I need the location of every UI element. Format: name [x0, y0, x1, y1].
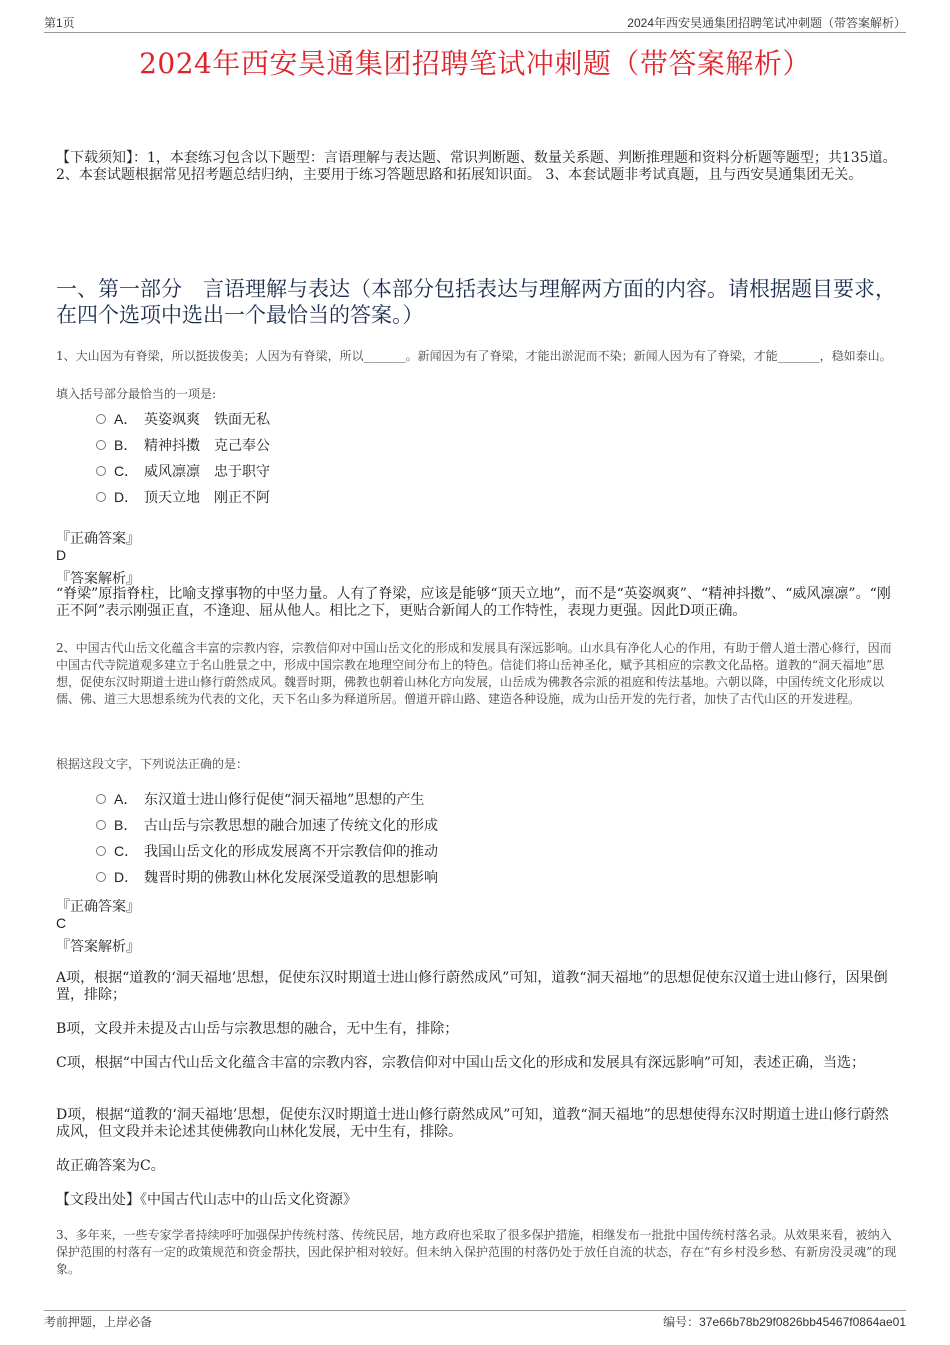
q2-analysis-a: A项，根据“道教的‘洞天福地’思想，促使东汉时期道士进山修行蔚然成风”可知，道教“洞天福地”的思想促使东汉道士进山修行，因果倒置，排除； — [56, 970, 888, 1003]
q2-conclusion: 故正确答案为C。 — [56, 1158, 165, 1174]
q1-option-a[interactable]: A． 英姿飒爽 铁面无私 — [96, 409, 270, 429]
radio-icon[interactable] — [96, 414, 106, 424]
q1-prompt: 填入括号部分最恰当的一项是: — [56, 387, 217, 401]
page-title: 2024年西安昊通集团招聘笔试冲刺题（带答案解析） — [139, 47, 811, 80]
q2-option-c[interactable]: C． 我国山岳文化的形成发展离不开宗教信仰的推动 — [96, 841, 438, 861]
q1-answer: D — [56, 547, 67, 563]
radio-icon[interactable] — [96, 492, 106, 502]
footer-code: 编号：37e66b78b29f0826bb45467f0864ae01 — [663, 1315, 906, 1329]
radio-icon[interactable] — [96, 794, 106, 804]
radio-icon[interactable] — [96, 820, 106, 830]
q2-analysis-label: 『答案解析』 — [56, 939, 140, 955]
q1-option-d[interactable]: D． 顶天立地 刚正不阿 — [96, 487, 270, 507]
q1-answer-label: 『正确答案』 — [56, 531, 140, 547]
header-doc-title: 2024年西安昊通集团招聘笔试冲刺题（带答案解析） — [627, 16, 906, 30]
q2-prompt: 根据这段文字，下列说法正确的是： — [56, 757, 249, 771]
q3-stem: 3、多年来，一些专家学者持续呼吁加强保护传统村落、传统民居，地方政府也采取了很多保护措施，相继发布一批批中国传统村落名录。从效果来看，被纳入保护范围的村落有一定的政策规范和资金帮扶，因此保护相对较好。但未纳入保护范围的村落仍处于放任自流的状态，存在“有乡村没乡愁、有新房没灵魂”的现象。 — [56, 1228, 897, 1276]
q2-analysis-c: C项，根据“中国古代山岳文化蕴含丰富的宗教内容，宗教信仰对中国山岳文化的形成和发展具有深远影响”可知，表述正确，当选； — [56, 1055, 866, 1071]
page-number: 第1页 — [44, 16, 75, 30]
q2-answer-label: 『正确答案』 — [56, 899, 140, 915]
q2-option-b[interactable]: B． 古山岳与宗教思想的融合加速了传统文化的形成 — [96, 815, 438, 835]
q1-analysis-label: 『答案解析』 — [56, 571, 140, 587]
download-notice: 【下载须知】：1，本套练习包含以下题型：言语理解与表达题、常识判断题、数量关系题、判断推理题和资料分析题等题型；共135道。 2、本套试题根据常见招考题总结归纳，主要用于练习答题思路和拓展知识面。 3、本套试题非考试真题，且与西安昊通集团无关。 — [56, 150, 897, 183]
footer-divider — [44, 1310, 906, 1311]
radio-icon[interactable] — [96, 440, 106, 450]
q2-option-d[interactable]: D． 魏晋时期的佛教山林化发展深受道教的思想影响 — [96, 867, 438, 887]
q2-source: 【文段出处】《中国古代山志中的山岳文化资源》 — [56, 1192, 357, 1208]
q2-analysis-b: B项，文段并未提及古山岳与宗教思想的融合，无中生有，排除； — [56, 1021, 459, 1037]
radio-icon[interactable] — [96, 872, 106, 882]
radio-icon[interactable] — [96, 846, 106, 856]
q1-stem: 1、大山因为有脊梁，所以挺拔俊美；人因为有脊梁，所以_______。新闻因为有了脊梁，才能出淤泥而不染；新闻人因为有了脊梁，才能_______，稳如泰山。 — [56, 349, 892, 363]
section-heading: 一、第一部分 言语理解与表达（本部分包括表达与理解两方面的内容。请根据题目要求，在四个选项中选出一个最恰当的答案。） — [56, 277, 896, 327]
q2-stem: 2、中国古代山岳文化蕴含丰富的宗教内容，宗教信仰对中国山岳文化的形成和发展具有深远影响。山水具有净化人心的作用，有助于僧人道士潜心修行，因而中国古代寺院道观多建立于名山胜景之中，形成中国宗教在地理空间分布上的特色。信徒们将山岳神圣化，赋予其相应的宗教文化品格。道教的“洞天福地”思想，促使东汉时期道士进山修行蔚然成风。魏晋时期，佛教也朝着山林化方向发展，山岳成为佛教各宗派的祖庭和传法基地。六朝以降，中国传统文化形成以儒、佛、道三大思想系统为代表的文化，天下名山多为释道所居。僧道开辟山路、建造各种设施，成为山岳开发的先行者，加快了古代山区的开发进程。 — [56, 641, 892, 706]
footer-slogan: 考前押题，上岸必备 — [44, 1315, 153, 1329]
q1-analysis: “脊梁”原指脊柱，比喻支撑事物的中坚力量。人有了脊梁，应该是能够“顶天立地”，而不是“英姿飒爽”、“精神抖擞”、“威风凛凛”。“刚正不阿”表示刚强正直，不逢迎、屈从他人。相比之下，更贴合新闻人的工作特性，表现力更强。因此D项正确。 — [56, 586, 891, 619]
q2-option-a[interactable]: A． 东汉道士进山修行促使“洞天福地”思想的产生 — [96, 789, 424, 809]
q2-analysis-d: D项，根据“道教的‘洞天福地’思想，促使东汉时期道士进山修行蔚然成风”可知，道教“洞天福地”的思想使得东汉时期道士进山修行蔚然成风，但文段并未论述其使佛教向山林化发展，无中生有，排除。 — [56, 1107, 889, 1140]
q2-answer: C — [56, 915, 67, 931]
q1-option-b[interactable]: B． 精神抖擞 克己奉公 — [96, 435, 270, 455]
q1-option-c[interactable]: C． 威风凛凛 忠于职守 — [96, 461, 270, 481]
radio-icon[interactable] — [96, 466, 106, 476]
header-divider — [44, 32, 906, 33]
